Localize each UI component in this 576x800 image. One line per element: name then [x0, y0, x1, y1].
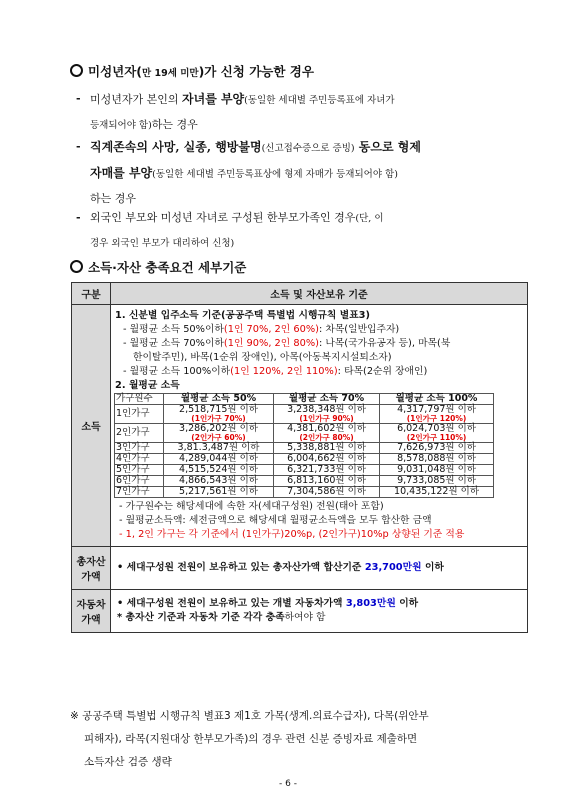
note-adjust: - 1, 2인 가구는 각 기준에서 (1인가구)20%p, (2인가구)10%p 상향된 기준 적용	[119, 529, 465, 540]
label-car: 자동차 가액	[72, 590, 111, 633]
table-row: 3인가구 3,81.3,487원 이하 5,338,881원 이하 7,626,973원 이하	[115, 443, 494, 454]
income-cell	[111, 305, 528, 547]
table-row: 5인가구 4,515,524원 이하 6,321,733원 이하 9,031,048원 이하	[115, 465, 494, 476]
criteria-table	[71, 282, 528, 633]
page-number: - 6 -	[279, 779, 297, 789]
table-row: 4인가구 4,289,044원 이하 6,004,662원 이하 8,578,088원 이하	[115, 454, 494, 465]
bullet-siblings: - 직계존속의 사망, 실종, 행방불명(신고접수증으로 증빙) 동으로 형제 자매를 부양(동일한 세대별 주민등록표상에 형제 자매가 등재되어야 함) 하는 경우	[76, 140, 421, 205]
table-row: 1인가구 2,518,715원 이하 (1인가구 70%) 3,238,348원 이하 (1인가구 90%) 4,317,797원 이하 (1인가구 120%)	[115, 405, 494, 424]
section-title-criteria: 소득·자산 충족요건 세부기준	[70, 258, 246, 276]
circle-bullet-icon	[70, 64, 83, 77]
income-basis-title: 1. 신분별 입주소득 기준(공공주택 특별법 시행규칙 별표3)	[115, 310, 370, 321]
income-line-50: - 월평균 소득 50%이하(1인 70%, 2인 60%): 차목(일반입주자)	[123, 324, 400, 335]
note-income: - 월평균소득액: 세전금액으로 해당세대 월평균소득액을 모두 합산한 금액	[119, 515, 432, 526]
circle-bullet-icon	[70, 260, 83, 273]
income-line-70: - 월평균 소득 70%이하(1인 90%, 2인 80%): 나목(국가유공자 등), 마목(북	[123, 338, 451, 349]
bullet-raise-child: - 미성년자가 본인의 자녀를 부양(동일한 세대별 주민등록표에 자녀가 등재되어야 함)하는 경우	[76, 92, 395, 131]
income-table-header: 가구원수 월평균 소득 50% 월평균 소득 70% 월평균 소득 100%	[115, 394, 494, 405]
income-line-100: - 월평균 소득 100%이하(1인 120%, 2인 110%): 타목(2순위 장애인)	[123, 366, 428, 377]
income-table	[114, 393, 494, 498]
header-category: 구분	[72, 283, 111, 305]
label-asset: 총자산 가액	[72, 547, 111, 590]
monthly-income-title: 2. 월평균 소득	[115, 380, 180, 391]
income-line-70-cont: 한이탈주민), 바목(1순위 장애인), 아목(아동복지시설퇴소자)	[133, 352, 392, 363]
note-household: - 가구원수는 해당세대에 속한 자(세대구성원) 전원(태아 포함)	[119, 501, 384, 512]
label-income: 소득	[72, 305, 111, 547]
car-criteria: • 세대구성원 전원이 보유하고 있는 개별 자동차가액 3,803만원 이하 * 총자산 기준과 자동차 기준 각각 충족하여야 함	[111, 590, 528, 633]
asset-criteria: • 세대구성원 전원이 보유하고 있는 총자산가액 합산기준 23,700만원 이하	[111, 547, 528, 590]
section-title-minor: 미성년자(만 19세 미만)가 신청 가능한 경우	[70, 62, 314, 80]
footnote: ※ 공공주택 특별법 시행규칙 별표3 제1호 가목(생계.의료수급자), 다목(위안부 피해자), 라목(지원대상 한부모가족)의 경우 관련 신분 증빙자료 제출하면 소득자산 검증 생략	[70, 710, 429, 768]
table-row: 6인가구 4,866,543원 이하 6,813,160원 이하 9,733,085원 이하	[115, 476, 494, 487]
table-row: 2인가구 3,286,202원 이하 (2인가구 60%) 4,381,602원 이하 (2인가구 80%) 6,024,703원 이하 (2인가구 110%)	[115, 424, 494, 443]
table-row: 7인가구 5,217,561원 이하 7,304,586원 이하 10,435,122원 이하	[115, 487, 494, 498]
header-criteria: 소득 및 자산보유 기준	[111, 283, 528, 305]
bullet-foreign-parent: - 외국인 부모와 미성년 자녀로 구성된 한부모가족인 경우(단, 이 경우 외국인 부모가 대리하여 신청)	[76, 211, 384, 249]
